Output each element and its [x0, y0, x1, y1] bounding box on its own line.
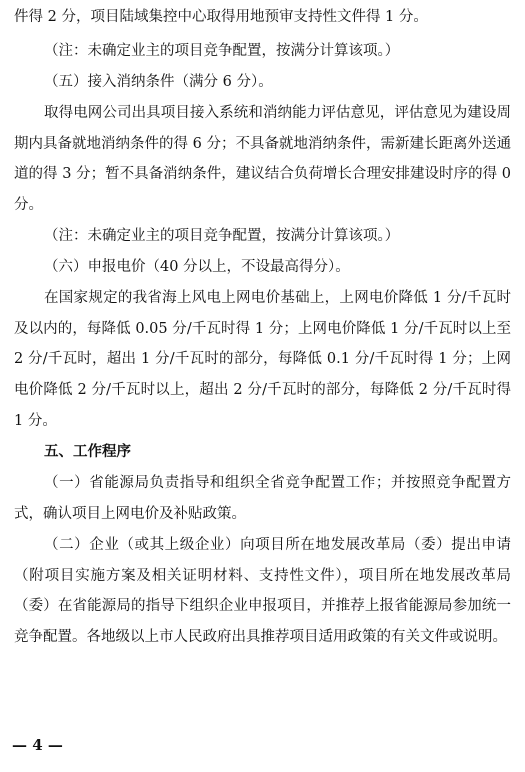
grid-access-paragraph: 取得电网公司出具项目接入系统和消纳能力评估意见，评估意见为建设周期内具备就地消纳条件的得 6 分；不具备就地消纳条件，需新建长距离外送通道的得 3 分；暂不具备消纳条件，建议结合负荷增长合理安排建设时序的得 0 分。 [14, 105, 511, 214]
procedure-step-two: （二）企业（或其上级企业）向项目所在地发展改革局（委）提出申请（附项目实施方案及相关证明材料、支持性文件），项目所在地发展改革局（委）在省能源局的指导下组织企业申报项目，并推荐上报省能源局参加统一竞争配置。各地级以上市人民政府出具推荐项目适用政策的有关文件或说明。 [14, 537, 511, 646]
paragraph-continuation: 件得 2 分，项目陆域集控中心取得用地预审支持性文件得 1 分。 [14, 9, 428, 25]
section-five-heading: （五）接入消纳条件（满分 6 分）。 [44, 74, 273, 90]
work-procedure-heading: 五、工作程序 [44, 443, 131, 460]
procedure-step-one: （一）省能源局负责指导和组织全省竞争配置工作；并按照竞争配置方式，确认项目上网电价及补贴政策。 [14, 475, 511, 522]
section-six-heading: （六）申报电价（40 分以上，不设最高得分）。 [44, 259, 350, 275]
page-number: — 4 — [12, 736, 63, 754]
price-paragraph: 在国家规定的我省海上风电上网电价基础上，上网电价降低 1 分/千瓦时及以内的，每降低 0.05 分/千瓦时得 1 分；上网电价降低 1 分/千瓦时以上至 2 分/千瓦时，超出 1 分/千瓦时的部分，每降低 0.1 分/千瓦时得 1 分；上网电价降低 2 分/千瓦时以上，超出 2 分/千瓦时的部分，每降低 2 分/千瓦时得 1 分。 [14, 290, 511, 429]
note-paragraph-2: （注：未确定业主的项目竞争配置，按满分计算该项。） [44, 228, 400, 244]
note-paragraph: （注：未确定业主的项目竞争配置，按满分计算该项。） [44, 43, 400, 59]
